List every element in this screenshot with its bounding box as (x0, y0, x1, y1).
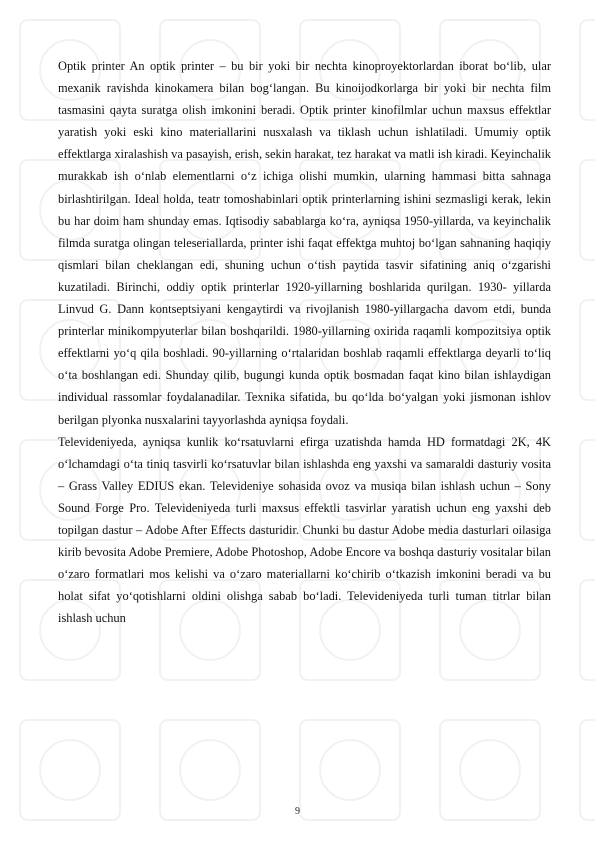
paragraph-optical-printer: Optik printer An optik printer – bu bir yoki bir nechta kinoproyektorlardan iborat bo‘lib, ular mexanik ravishda kinokamera bilan bog‘langan. Bu kinoijodkorlarga bir yoki bir nechta film tasmasini qayta suratga olish imkonini beradi. Optik printer kinofilmlar uchun maxsus effektlar yaratish yoki eski kino materiallarini nusxalash va tiklash uchun ishlatiladi. Umumiy optik effektlarga xiralashish va pasayish, erish, sekin harakat, tez harakat va matli ish kiradi. Keyinchalik murakkab ish o‘nlab elementlarni o‘z ichiga olishi mumkin, ularning hammasi bitta sahnaga birlashtirilgan. Ideal holda, teatr tomoshabinlari optik printerlarning ishini sezmasligi kerak, lekin bu har doim ham shunday emas. Iqtisodiy sabablarga ko‘ra, ayniqsa 1950-yillarda, va keyinchalik filmda suratga olingan teleseriallarda, printer ishi faqat effektga muhtoj bo‘lgan sahnaning haqiqiy qismlari bilan cheklangan edi, shuning uchun o‘tish paytida tasvir sifatining aniq o‘zgarishi kuzatiladi. Birinchi, oddiy optik printerlar 1920-yillarning boshlarida qurilgan. 1930- yillarda Linvud G. Dann kontseptsiyani kengaytirdi va rivojlanish 1980-yillargacha davom etdi, bunda printerlar minikompyuterlar bilan boshqarildi. 1980-yillarning oxirida raqamli kompozitsiya optik effektlarni yo‘q qila boshladi. 90-yillarning o‘rtalaridan boshlab raqamli effektlarga deyarli to‘liq o‘ta boshlangan edi. Shunday qilib, bugungi kunda optik bosmadan faqat kino bilan ishlaydigan individual rassomlar foydalanadilar. Texnika sifatida, bu qo‘lda bo‘yalgan yoki jismonan ishlov berilgan plyonka nusxalarini tayyorlashda ayniqsa foydali. (58, 59, 551, 427)
page-number: 9 (295, 806, 300, 817)
paragraph-television-software: Televideniyeda, ayniqsa kunlik ko‘rsatuvlarni efirga uzatishda hamda HD formatdagi 2K, 4K o‘lchamdagi o‘ta tiniq tasvirli ko‘rsatuvlar bilan ishlashda eng yaxshi va samaraldi dasturiy vosita – Grass Valley EDIUS ekan. Televideniye sohasida ovoz va musiqa bilan ishlash uchun – Sony Sound Forge Pro. Televideniyeda turli maxsus effektli tasvirlar yaratish uchun eng yaxshi deb topilgan dastur – Adobe After Effects dasturidir. Chunki bu dastur Adobe media dasturlari oilasiga kirib bevosita Adobe Premiere, Adobe Photoshop, Adobe Encore va boshqa dasturiy vositalar bilan o‘zaro formatlari mos kelishi va o‘zaro materiallarni ko‘chirib o‘tkazish imkonini beradi va bu holat sifat yo‘qotishlarni oldini olishga sabab bo‘ladi. Televideniyeda turli tuman titrlar bilan ishlash uchun (58, 434, 551, 626)
body-text (58, 55, 551, 629)
